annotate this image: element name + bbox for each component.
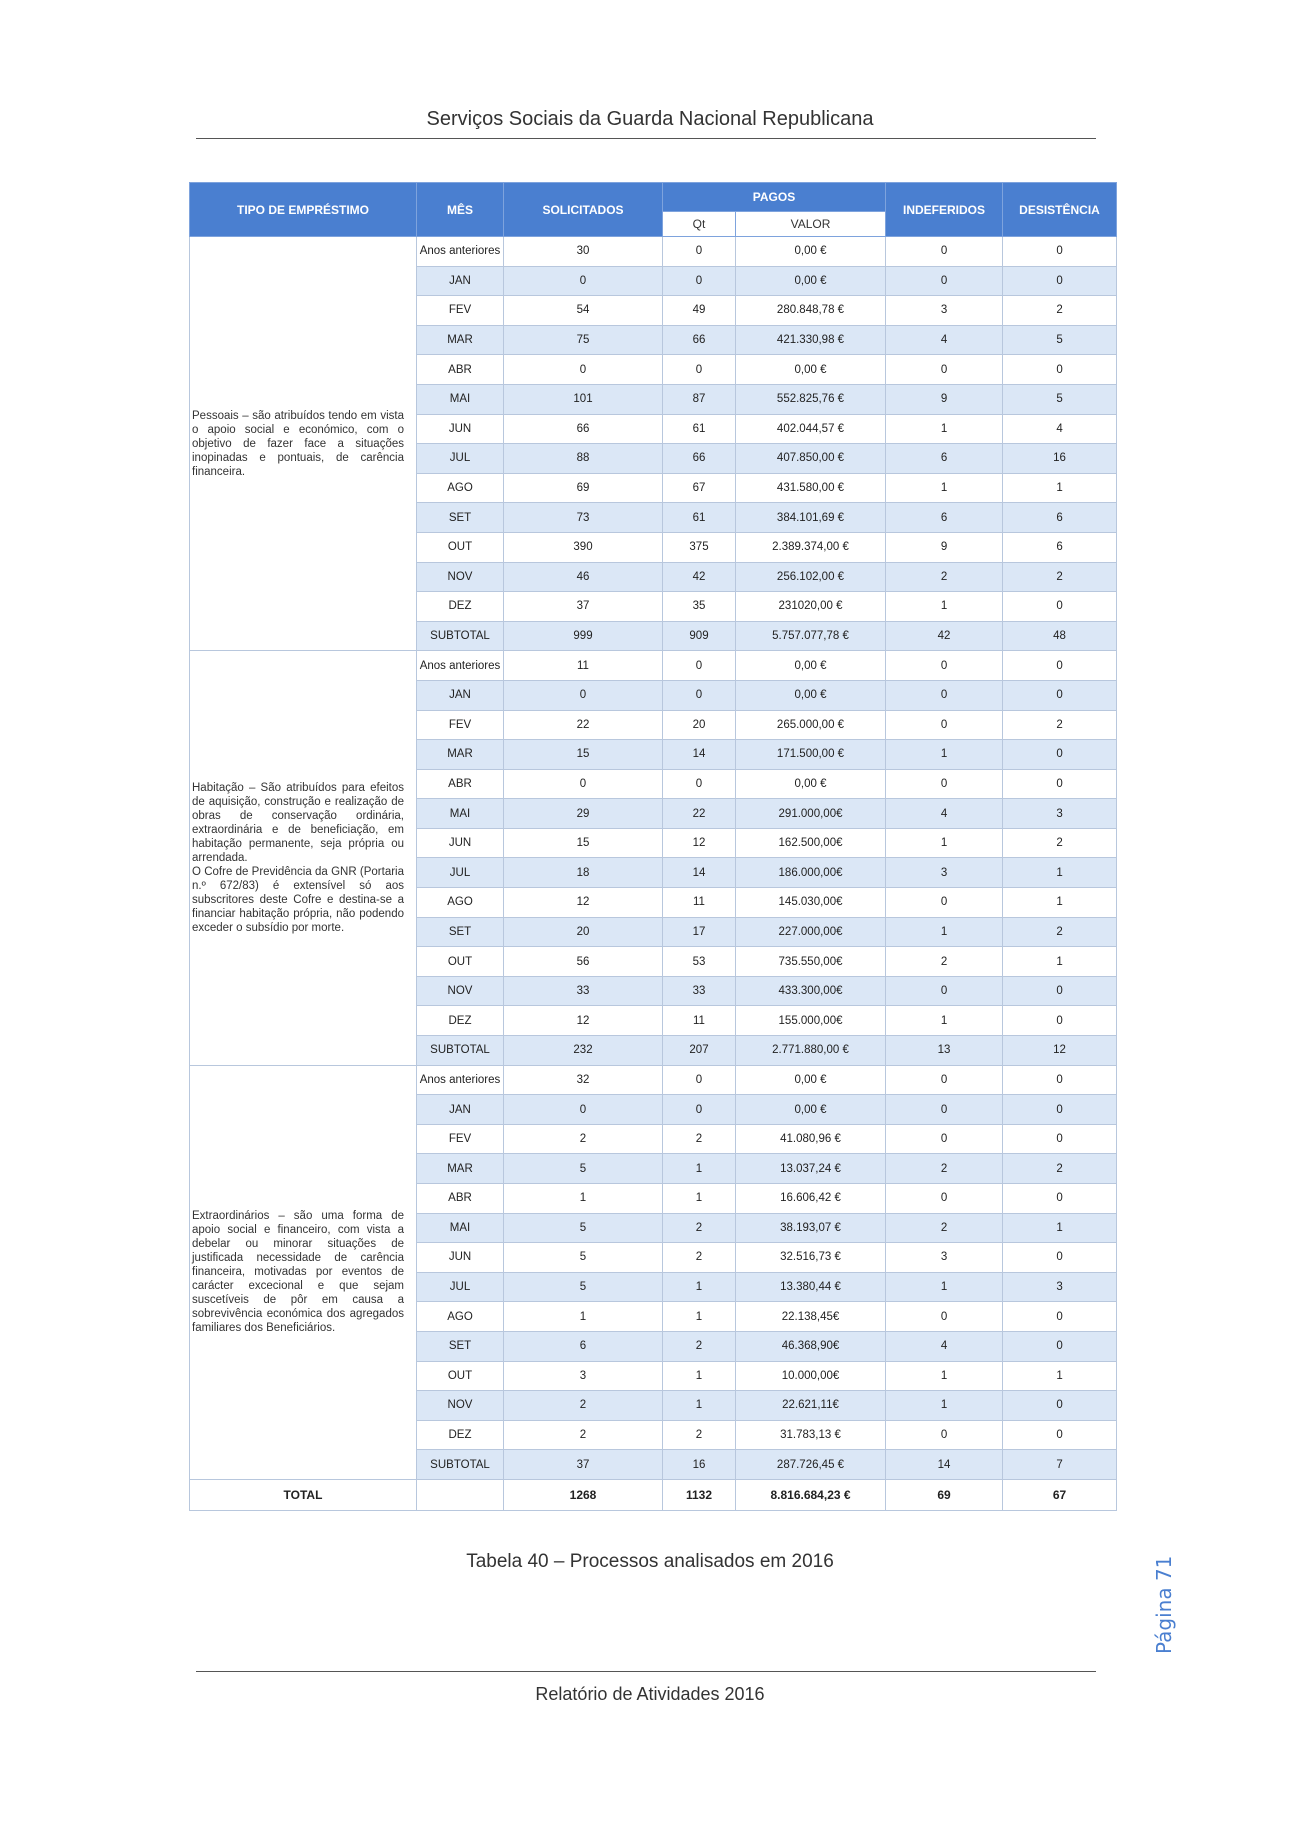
cell-mes: NOV	[417, 1391, 504, 1421]
description-paragraph: Pessoais – são atribuídos tendo em vista o apoio social e económico, com o objetivo de fazer face a situações inopinadas e pontuais, de carência financeira.	[192, 409, 404, 478]
cell-mes: MAI	[417, 799, 504, 829]
cell-indeferidos: 2	[886, 947, 1003, 977]
cell-valor: 41.080,96 €	[736, 1124, 886, 1154]
cell-desistencia: 48	[1003, 621, 1117, 651]
cell-indeferidos: 0	[886, 680, 1003, 710]
cell-solicitados: 69	[504, 473, 663, 503]
cell-valor: 433.300,00€	[736, 976, 886, 1006]
cell-indeferidos: 42	[886, 621, 1003, 651]
cell-qt: 49	[663, 296, 736, 326]
total-solicitados: 1268	[504, 1479, 663, 1510]
cell-indeferidos: 0	[886, 888, 1003, 918]
footer-divider	[196, 1671, 1096, 1672]
cell-mes: AGO	[417, 473, 504, 503]
cell-valor: 186.000,00€	[736, 858, 886, 888]
description-paragraph: Habitação – São atribuídos para efeitos de aquisição, construção e realização de obras de conservação ordinária, extraordinária e de beneficiação, em habitação permanente, seja própria ou arrendada.	[192, 781, 404, 864]
cell-valor: 231020,00 €	[736, 592, 886, 622]
cell-mes: AGO	[417, 1302, 504, 1332]
cell-mes: AGO	[417, 888, 504, 918]
cell-valor: 145.030,00€	[736, 888, 886, 918]
cell-qt: 0	[663, 680, 736, 710]
cell-qt: 11	[663, 888, 736, 918]
cell-desistencia: 0	[1003, 976, 1117, 1006]
cell-indeferidos: 9	[886, 384, 1003, 414]
cell-desistencia: 6	[1003, 532, 1117, 562]
cell-qt: 66	[663, 325, 736, 355]
cell-mes: JAN	[417, 1095, 504, 1125]
cell-valor: 256.102,00 €	[736, 562, 886, 592]
cell-indeferidos: 14	[886, 1450, 1003, 1480]
cell-mes: ABR	[417, 1184, 504, 1214]
cell-mes: SUBTOTAL	[417, 621, 504, 651]
cell-indeferidos: 0	[886, 355, 1003, 385]
cell-desistencia: 12	[1003, 1036, 1117, 1066]
cell-indeferidos: 0	[886, 1420, 1003, 1450]
cell-mes: SUBTOTAL	[417, 1036, 504, 1066]
cell-indeferidos: 0	[886, 651, 1003, 681]
cell-desistencia: 0	[1003, 1420, 1117, 1450]
cell-solicitados: 5	[504, 1243, 663, 1273]
cell-mes: MAR	[417, 1154, 504, 1184]
cell-qt: 0	[663, 769, 736, 799]
cell-solicitados: 0	[504, 769, 663, 799]
cell-valor: 0,00 €	[736, 1065, 886, 1095]
cell-qt: 61	[663, 414, 736, 444]
cell-valor: 552.825,76 €	[736, 384, 886, 414]
cell-solicitados: 2	[504, 1124, 663, 1154]
cell-solicitados: 32	[504, 1065, 663, 1095]
header-divider	[196, 138, 1096, 139]
cell-desistencia: 2	[1003, 296, 1117, 326]
cell-solicitados: 1	[504, 1184, 663, 1214]
cell-valor: 407.850,00 €	[736, 444, 886, 474]
cell-qt: 0	[663, 237, 736, 267]
cell-qt: 375	[663, 532, 736, 562]
cell-qt: 33	[663, 976, 736, 1006]
cell-qt: 67	[663, 473, 736, 503]
cell-mes: FEV	[417, 296, 504, 326]
cell-solicitados: 0	[504, 680, 663, 710]
cell-mes: DEZ	[417, 592, 504, 622]
cell-indeferidos: 0	[886, 710, 1003, 740]
cell-desistencia: 3	[1003, 799, 1117, 829]
cell-solicitados: 15	[504, 740, 663, 770]
cell-solicitados: 390	[504, 532, 663, 562]
cell-indeferidos: 1	[886, 592, 1003, 622]
cell-qt: 2	[663, 1243, 736, 1273]
cell-indeferidos: 9	[886, 532, 1003, 562]
cell-valor: 31.783,13 €	[736, 1420, 886, 1450]
cell-mes: SET	[417, 1331, 504, 1361]
cell-desistencia: 2	[1003, 917, 1117, 947]
cell-valor: 0,00 €	[736, 769, 886, 799]
total-label: TOTAL	[190, 1479, 417, 1510]
cell-qt: 66	[663, 444, 736, 474]
cell-valor: 13.037,24 €	[736, 1154, 886, 1184]
cell-indeferidos: 13	[886, 1036, 1003, 1066]
cell-solicitados: 12	[504, 1006, 663, 1036]
cell-valor: 421.330,98 €	[736, 325, 886, 355]
cell-indeferidos: 2	[886, 1213, 1003, 1243]
cell-valor: 13.380,44 €	[736, 1272, 886, 1302]
cell-valor: 5.757.077,78 €	[736, 621, 886, 651]
cell-solicitados: 1	[504, 1302, 663, 1332]
page-number: Página 71	[1152, 1555, 1176, 1655]
cell-desistencia: 16	[1003, 444, 1117, 474]
cell-desistencia: 2	[1003, 828, 1117, 858]
cell-solicitados: 22	[504, 710, 663, 740]
cell-qt: 14	[663, 740, 736, 770]
cell-qt: 1	[663, 1272, 736, 1302]
cell-desistencia: 5	[1003, 325, 1117, 355]
cell-desistencia: 0	[1003, 355, 1117, 385]
cell-solicitados: 12	[504, 888, 663, 918]
cell-valor: 32.516,73 €	[736, 1243, 886, 1273]
cell-solicitados: 75	[504, 325, 663, 355]
cell-indeferidos: 0	[886, 1124, 1003, 1154]
cell-valor: 155.000,00€	[736, 1006, 886, 1036]
cell-indeferidos: 0	[886, 976, 1003, 1006]
cell-indeferidos: 1	[886, 828, 1003, 858]
cell-desistencia: 0	[1003, 680, 1117, 710]
cell-qt: 1	[663, 1302, 736, 1332]
cell-valor: 280.848,78 €	[736, 296, 886, 326]
description-paragraph: O Cofre de Previdência da GNR (Portaria n.º 672/83) é extensível só aos subscritores deste Cofre e destina-se a financiar habitação própria, não podendo exceder o subsídio por morte.	[192, 865, 404, 934]
cell-mes: NOV	[417, 562, 504, 592]
cell-solicitados: 20	[504, 917, 663, 947]
total-mes	[417, 1479, 504, 1510]
cell-solicitados: 88	[504, 444, 663, 474]
cell-indeferidos: 3	[886, 1243, 1003, 1273]
col-header-qt: Qt	[663, 212, 736, 237]
cell-mes: MAI	[417, 384, 504, 414]
cell-valor: 735.550,00€	[736, 947, 886, 977]
cell-valor: 2.771.880,00 €	[736, 1036, 886, 1066]
cell-mes: SET	[417, 503, 504, 533]
cell-indeferidos: 2	[886, 562, 1003, 592]
cell-desistencia: 0	[1003, 266, 1117, 296]
cell-solicitados: 46	[504, 562, 663, 592]
cell-solicitados: 33	[504, 976, 663, 1006]
cell-solicitados: 66	[504, 414, 663, 444]
cell-desistencia: 2	[1003, 710, 1117, 740]
cell-desistencia: 0	[1003, 651, 1117, 681]
cell-solicitados: 37	[504, 1450, 663, 1480]
cell-valor: 0,00 €	[736, 651, 886, 681]
cell-qt: 207	[663, 1036, 736, 1066]
col-header-indeferidos: INDEFERIDOS	[886, 183, 1003, 237]
cell-desistencia: 6	[1003, 503, 1117, 533]
cell-indeferidos: 0	[886, 237, 1003, 267]
cell-indeferidos: 0	[886, 1065, 1003, 1095]
cell-qt: 11	[663, 1006, 736, 1036]
cell-indeferidos: 1	[886, 414, 1003, 444]
cell-desistencia: 0	[1003, 592, 1117, 622]
cell-desistencia: 0	[1003, 1124, 1117, 1154]
col-header-tipo: TIPO DE EMPRÉSTIMO	[190, 183, 417, 237]
cell-mes: MAR	[417, 325, 504, 355]
cell-qt: 14	[663, 858, 736, 888]
cell-indeferidos: 1	[886, 1361, 1003, 1391]
cell-valor: 16.606,42 €	[736, 1184, 886, 1214]
cell-indeferidos: 1	[886, 1391, 1003, 1421]
total-valor: 8.816.684,23 €	[736, 1479, 886, 1510]
cell-mes: OUT	[417, 532, 504, 562]
cell-mes: MAR	[417, 740, 504, 770]
cell-qt: 2	[663, 1331, 736, 1361]
table-row	[190, 1065, 1117, 1095]
cell-solicitados: 6	[504, 1331, 663, 1361]
cell-qt: 87	[663, 384, 736, 414]
cell-mes: JUN	[417, 1243, 504, 1273]
cell-qt: 2	[663, 1124, 736, 1154]
cell-mes: OUT	[417, 1361, 504, 1391]
cell-indeferidos: 0	[886, 769, 1003, 799]
col-header-solicitados: SOLICITADOS	[504, 183, 663, 237]
cell-desistencia: 0	[1003, 1243, 1117, 1273]
cell-valor: 22.621,11€	[736, 1391, 886, 1421]
cell-desistencia: 2	[1003, 1154, 1117, 1184]
cell-solicitados: 5	[504, 1272, 663, 1302]
cell-qt: 12	[663, 828, 736, 858]
cell-qt: 2	[663, 1213, 736, 1243]
cell-solicitados: 0	[504, 1095, 663, 1125]
table-caption: Tabela 40 – Processos analisados em 2016	[466, 1551, 834, 1572]
cell-solicitados: 2	[504, 1420, 663, 1450]
cell-desistencia: 0	[1003, 1184, 1117, 1214]
cell-qt: 20	[663, 710, 736, 740]
cell-solicitados: 11	[504, 651, 663, 681]
cell-valor: 46.368,90€	[736, 1331, 886, 1361]
cell-desistencia: 0	[1003, 1095, 1117, 1125]
cell-valor: 162.500,00€	[736, 828, 886, 858]
cell-mes: DEZ	[417, 1420, 504, 1450]
cell-valor: 291.000,00€	[736, 799, 886, 829]
cell-qt: 2	[663, 1420, 736, 1450]
cell-indeferidos: 4	[886, 325, 1003, 355]
cell-indeferidos: 1	[886, 1006, 1003, 1036]
cell-indeferidos: 6	[886, 444, 1003, 474]
cell-qt: 0	[663, 1065, 736, 1095]
page-header-title: Serviços Sociais da Guarda Nacional Republicana	[426, 108, 874, 130]
loan-type-description	[190, 651, 417, 1065]
cell-mes: Anos anteriores	[417, 651, 504, 681]
cell-indeferidos: 3	[886, 296, 1003, 326]
cell-valor: 227.000,00€	[736, 917, 886, 947]
cell-desistencia: 0	[1003, 1065, 1117, 1095]
loans-table	[189, 182, 1117, 1511]
cell-indeferidos: 0	[886, 1184, 1003, 1214]
cell-solicitados: 37	[504, 592, 663, 622]
loans-table-container	[189, 182, 1116, 1511]
cell-valor: 431.580,00 €	[736, 473, 886, 503]
cell-valor: 384.101,69 €	[736, 503, 886, 533]
cell-indeferidos: 6	[886, 503, 1003, 533]
cell-qt: 0	[663, 651, 736, 681]
cell-solicitados: 3	[504, 1361, 663, 1391]
cell-desistencia: 1	[1003, 947, 1117, 977]
cell-desistencia: 1	[1003, 1361, 1117, 1391]
cell-desistencia: 1	[1003, 1213, 1117, 1243]
cell-valor: 22.138,45€	[736, 1302, 886, 1332]
cell-valor: 0,00 €	[736, 237, 886, 267]
col-header-mes: MÊS	[417, 183, 504, 237]
cell-desistencia: 1	[1003, 858, 1117, 888]
cell-indeferidos: 1	[886, 473, 1003, 503]
cell-solicitados: 29	[504, 799, 663, 829]
cell-mes: JUN	[417, 828, 504, 858]
footer-text: Relatório de Atividades 2016	[535, 1684, 765, 1704]
cell-solicitados: 0	[504, 266, 663, 296]
cell-solicitados: 101	[504, 384, 663, 414]
cell-mes: ABR	[417, 355, 504, 385]
cell-desistencia: 1	[1003, 888, 1117, 918]
cell-indeferidos: 4	[886, 1331, 1003, 1361]
cell-qt: 35	[663, 592, 736, 622]
cell-mes: OUT	[417, 947, 504, 977]
cell-mes: NOV	[417, 976, 504, 1006]
cell-valor: 10.000,00€	[736, 1361, 886, 1391]
table-row	[190, 651, 1117, 681]
cell-qt: 61	[663, 503, 736, 533]
cell-mes: DEZ	[417, 1006, 504, 1036]
cell-qt: 0	[663, 355, 736, 385]
total-indeferidos: 69	[886, 1479, 1003, 1510]
cell-valor: 2.389.374,00 €	[736, 532, 886, 562]
col-header-valor: VALOR	[736, 212, 886, 237]
loan-type-description	[190, 237, 417, 651]
cell-mes: Anos anteriores	[417, 237, 504, 267]
cell-mes: SET	[417, 917, 504, 947]
cell-indeferidos: 0	[886, 266, 1003, 296]
cell-solicitados: 15	[504, 828, 663, 858]
cell-mes: JUL	[417, 1272, 504, 1302]
cell-indeferidos: 0	[886, 1095, 1003, 1125]
cell-desistencia: 0	[1003, 1391, 1117, 1421]
cell-indeferidos: 4	[886, 799, 1003, 829]
cell-qt: 42	[663, 562, 736, 592]
cell-valor: 265.000,00 €	[736, 710, 886, 740]
cell-qt: 1	[663, 1184, 736, 1214]
cell-indeferidos: 3	[886, 858, 1003, 888]
total-qt: 1132	[663, 1479, 736, 1510]
cell-desistencia: 0	[1003, 1006, 1117, 1036]
loan-type-description	[190, 1065, 417, 1479]
cell-qt: 0	[663, 1095, 736, 1125]
cell-desistencia: 0	[1003, 769, 1117, 799]
cell-mes: JUN	[417, 414, 504, 444]
cell-mes: SUBTOTAL	[417, 1450, 504, 1480]
total-row	[190, 1479, 1117, 1510]
cell-desistencia: 1	[1003, 473, 1117, 503]
cell-mes: JAN	[417, 680, 504, 710]
cell-solicitados: 5	[504, 1213, 663, 1243]
cell-desistencia: 4	[1003, 414, 1117, 444]
description-paragraph: Extraordinários – são uma forma de apoio social e financeiro, com vista a debelar ou minorar situações de justificada necessidade de carência financeira, motivadas por eventos de carácter excecional e que sejam suscetíveis de pôr em causa a sobrevivência económica dos agregados familiares dos Beneficiários.	[192, 1210, 404, 1335]
cell-solicitados: 54	[504, 296, 663, 326]
cell-solicitados: 232	[504, 1036, 663, 1066]
cell-qt: 1	[663, 1154, 736, 1184]
cell-solicitados: 30	[504, 237, 663, 267]
cell-desistencia: 0	[1003, 1331, 1117, 1361]
cell-valor: 287.726,45 €	[736, 1450, 886, 1480]
cell-valor: 38.193,07 €	[736, 1213, 886, 1243]
cell-qt: 0	[663, 266, 736, 296]
table-row	[190, 237, 1117, 267]
cell-solicitados: 73	[504, 503, 663, 533]
cell-indeferidos: 1	[886, 917, 1003, 947]
cell-indeferidos: 0	[886, 1302, 1003, 1332]
cell-desistencia: 3	[1003, 1272, 1117, 1302]
cell-qt: 22	[663, 799, 736, 829]
cell-mes: MAI	[417, 1213, 504, 1243]
cell-mes: Anos anteriores	[417, 1065, 504, 1095]
cell-qt: 16	[663, 1450, 736, 1480]
cell-desistencia: 0	[1003, 740, 1117, 770]
cell-solicitados: 18	[504, 858, 663, 888]
cell-solicitados: 5	[504, 1154, 663, 1184]
col-header-pagos: PAGOS	[663, 183, 886, 212]
cell-desistencia: 5	[1003, 384, 1117, 414]
cell-valor: 0,00 €	[736, 355, 886, 385]
cell-indeferidos: 1	[886, 1272, 1003, 1302]
cell-mes: JUL	[417, 858, 504, 888]
col-header-desistencia: DESISTÊNCIA	[1003, 183, 1117, 237]
cell-mes: JAN	[417, 266, 504, 296]
cell-qt: 1	[663, 1391, 736, 1421]
cell-qt: 1	[663, 1361, 736, 1391]
cell-desistencia: 0	[1003, 237, 1117, 267]
table-body	[190, 237, 1117, 1480]
cell-mes: FEV	[417, 710, 504, 740]
cell-mes: ABR	[417, 769, 504, 799]
cell-valor: 171.500,00 €	[736, 740, 886, 770]
cell-mes: FEV	[417, 1124, 504, 1154]
cell-qt: 53	[663, 947, 736, 977]
cell-indeferidos: 1	[886, 740, 1003, 770]
cell-qt: 17	[663, 917, 736, 947]
cell-solicitados: 999	[504, 621, 663, 651]
total-desistencia: 67	[1003, 1479, 1117, 1510]
cell-mes: JUL	[417, 444, 504, 474]
cell-valor: 0,00 €	[736, 1095, 886, 1125]
cell-desistencia: 2	[1003, 562, 1117, 592]
cell-indeferidos: 2	[886, 1154, 1003, 1184]
cell-solicitados: 56	[504, 947, 663, 977]
cell-solicitados: 0	[504, 355, 663, 385]
cell-valor: 0,00 €	[736, 266, 886, 296]
cell-desistencia: 0	[1003, 1302, 1117, 1332]
cell-qt: 909	[663, 621, 736, 651]
cell-valor: 0,00 €	[736, 680, 886, 710]
cell-desistencia: 7	[1003, 1450, 1117, 1480]
cell-valor: 402.044,57 €	[736, 414, 886, 444]
cell-solicitados: 2	[504, 1391, 663, 1421]
